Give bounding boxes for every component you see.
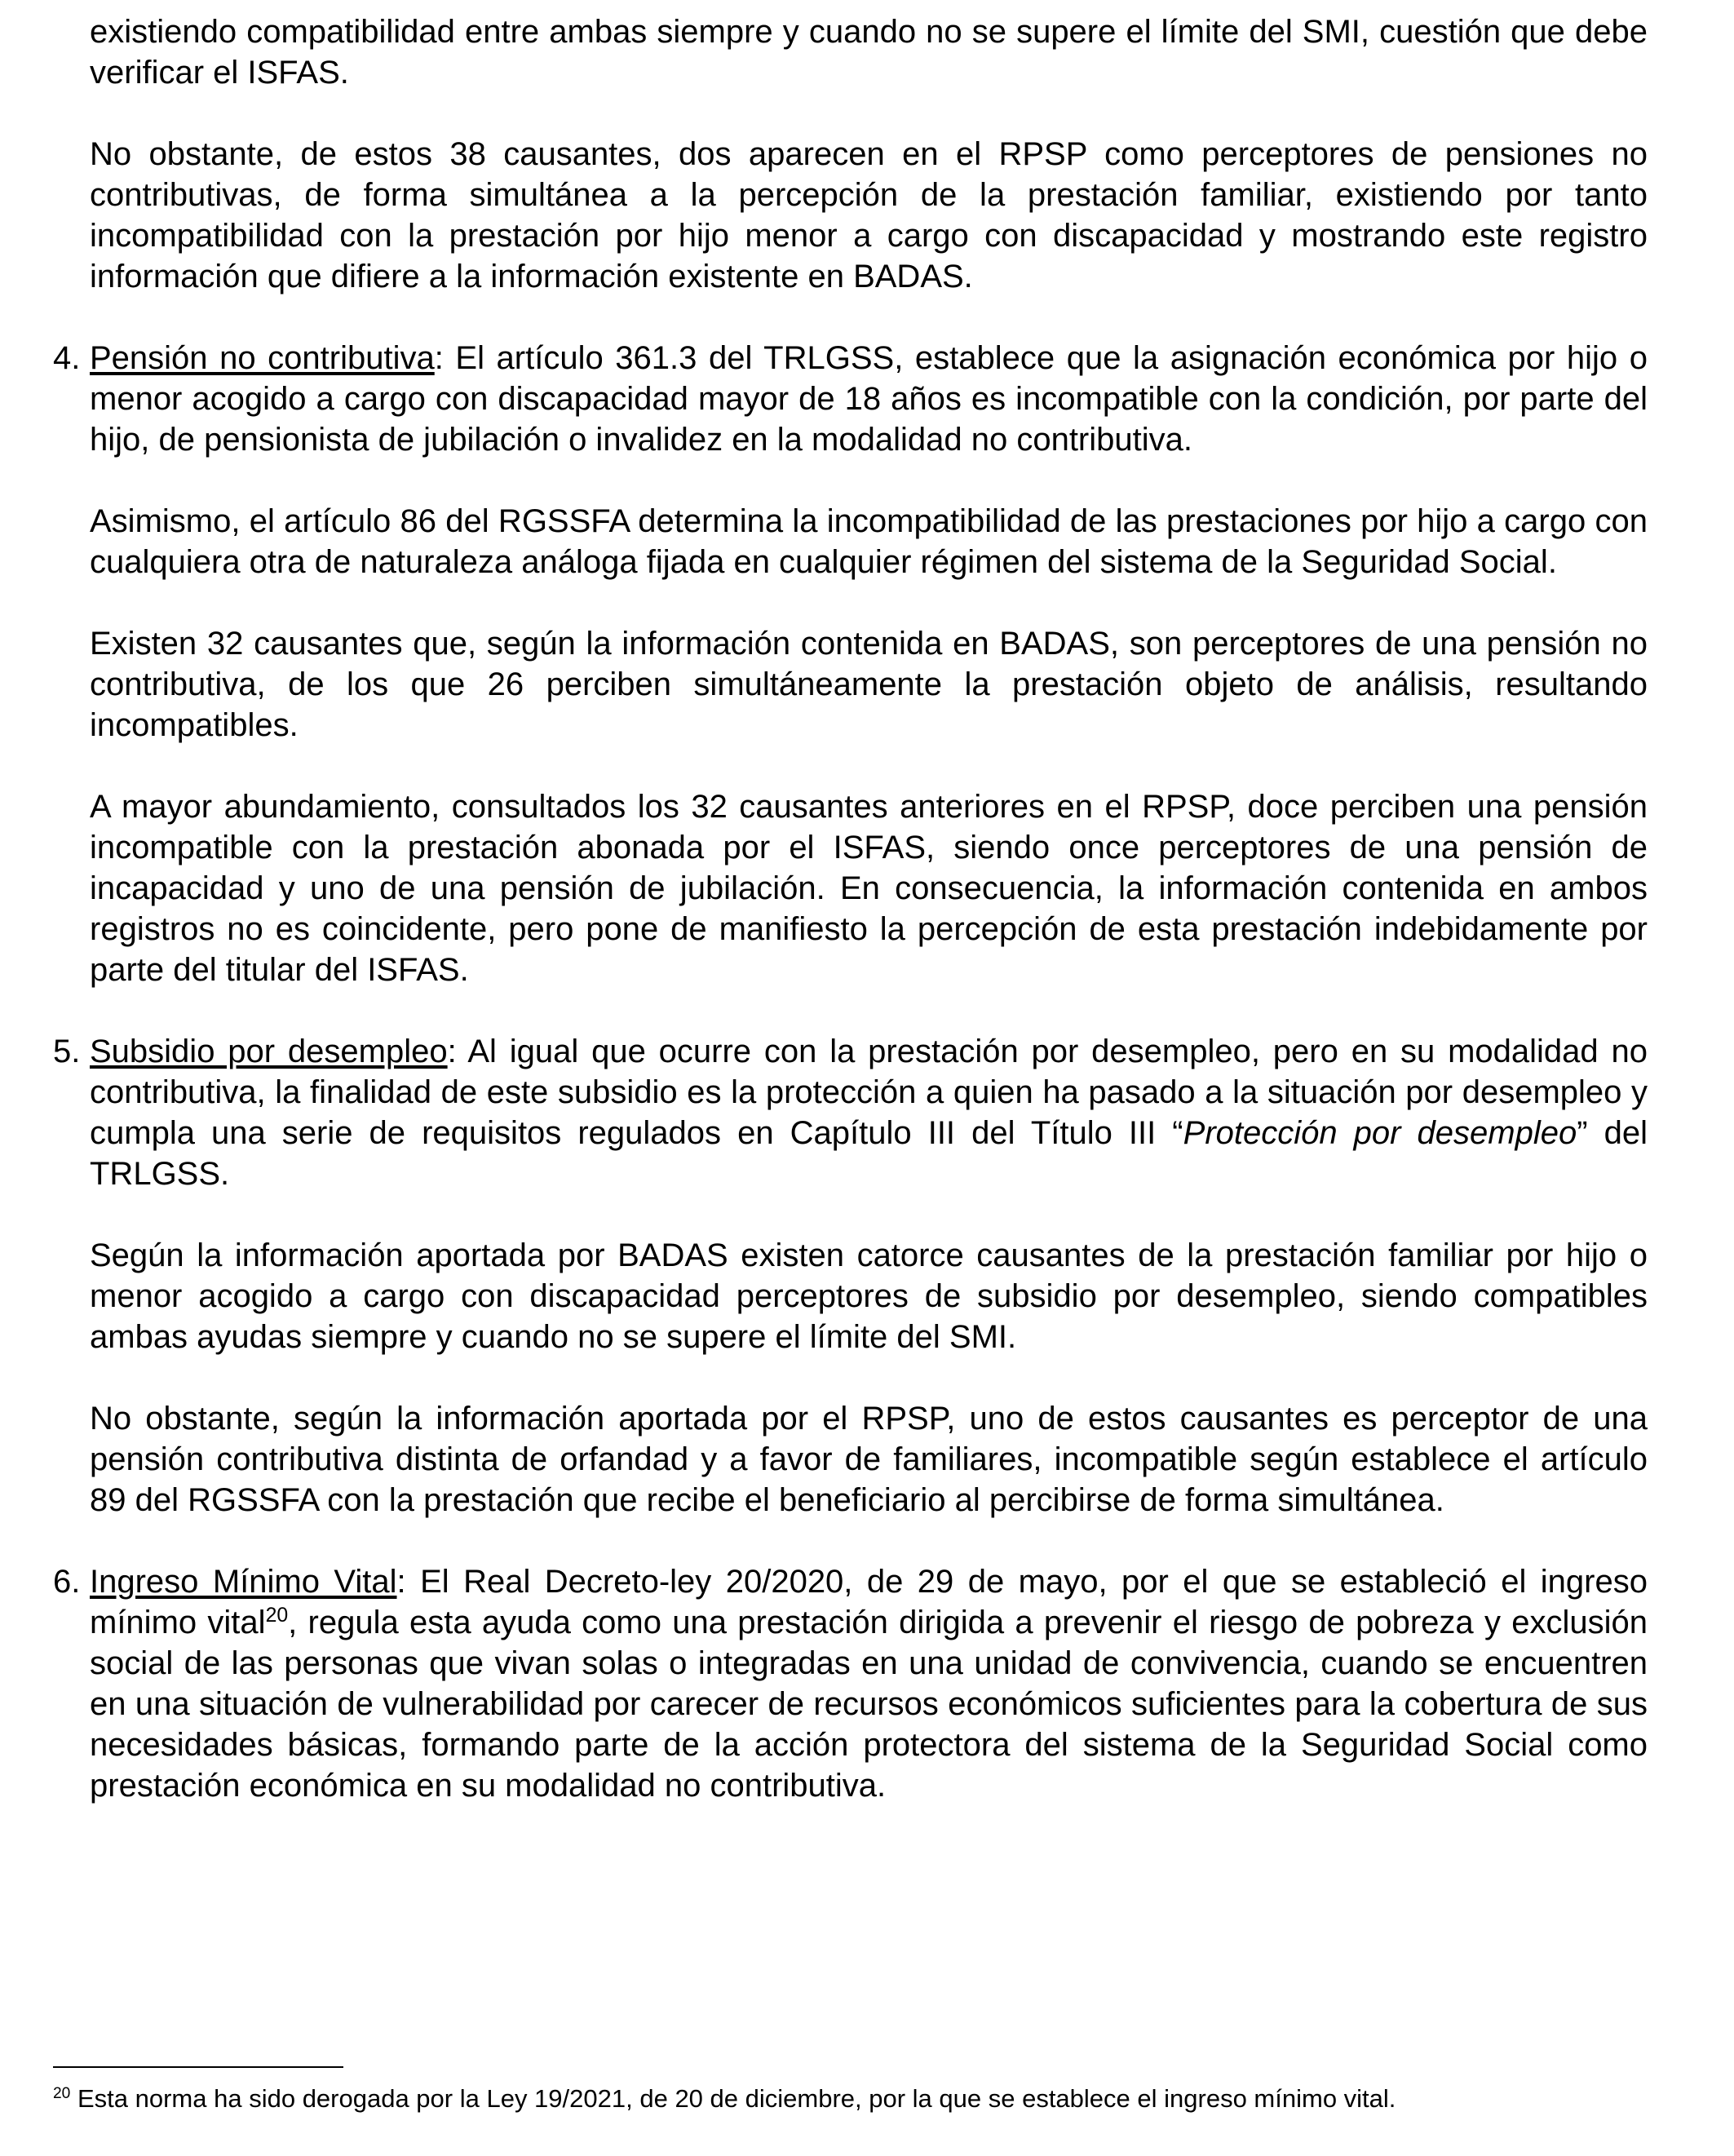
list-item-6 — [53, 1561, 1648, 1806]
item-5-body — [53, 1031, 1648, 1521]
footnote-20-marker: 20 — [53, 2085, 71, 2103]
item-5-paragraph-2: Según la información aportada por BADAS existen catorce causantes de la prestación familiar por hijo o menor acogido a cargo con discapacidad perceptores de subsidio por desempleo, siendo compatibles ambas ayudas siempre y cuando no se supere el límite del SMI. — [90, 1237, 1648, 1355]
continuation-paragraph-2: No obstante, de estos 38 causantes, dos aparecen en el RPSP como perceptores de pensiones no contributivas, de forma simultánea a la percepción de la prestación familiar, existiendo por tanto incompatibilidad con la prestación por hijo menor a cargo con discapacidad y mostrando este registro información que difiere a la información existente en BADAS. — [90, 136, 1648, 294]
item-4-lead-text: : El artículo 361.3 del TRLGSS, establece que la asignación económica por hijo o menor acogido a cargo con discapacidad mayor de 18 años es incompatible con la condición, por parte del hijo, de pensionista de jubilación o invalidez en la modalidad no contributiva. — [90, 340, 1648, 458]
item-6-lead-paragraph — [90, 1561, 1648, 1806]
item-5-lead-paragraph — [90, 1031, 1648, 1194]
item-6-title: Ingreso Mínimo Vital — [90, 1564, 397, 1600]
item-5-paragraph-3: No obstante, según la información aportada por el RPSP, uno de estos causantes es perceptor de una pensión contributiva distinta de orfandad y a favor de familiares, incompatible según establece el artículo 89 del RGSSFA con la prestación que recibe el beneficiario al percibirse de forma simultánea. — [90, 1401, 1648, 1518]
item-4-paragraph-3: Existen 32 causantes que, según la información contenida en BADAS, son perceptores de una pensión no contributiva, de los que 26 perciben simultáneamente la prestación objeto de análisis, resultando incompatibles. — [90, 626, 1648, 743]
item-5-lead-italic-phrase: Protección por desempleo — [1183, 1115, 1577, 1151]
footnote-20 — [53, 2083, 1648, 2115]
page-content — [53, 11, 1648, 1847]
item-5-lead-text-2: ” del TRLGSS. — [90, 1115, 1648, 1192]
list-item-5 — [53, 1031, 1648, 1521]
item-4-paragraph-4: A mayor abundamiento, consultados los 32 causantes anteriores en el RPSP, doce perciben una pensión incompatible con la prestación abonada por el ISFAS, siendo once perceptores de una pensión de incapacidad y uno de una pensión de jubilación. En consecuencia, la información contenida en ambos registros no es coincidente, pero pone de manifiesto la percepción de esta prestación indebidamente por parte del titular del ISFAS. — [90, 789, 1648, 988]
item-5-number: 5. — [53, 1034, 81, 1069]
item-6-lead-text-1: : El Real Decreto-ley 20/2020, de 29 de mayo, por el que se estableció el ingreso mínimo vital — [90, 1564, 1648, 1640]
item-4-lead-paragraph — [90, 338, 1648, 460]
item-4-title: Pensión no contributiva — [90, 340, 435, 376]
continuation-paragraph-1: existiendo compatibilidad entre ambas siempre y cuando no se supere el límite del SMI, cuestión que debe verificar el ISFAS. — [90, 14, 1648, 91]
footnote-20-reference: 20 — [265, 1605, 289, 1627]
footnote-area — [53, 2066, 1648, 2115]
footnote-separator-rule — [53, 2066, 343, 2068]
item-5-lead-text-1: : Al igual que ocurre con la prestación por desempleo, pero en su modalidad no contributiva, la finalidad de este subsidio es la protección a quien ha pasado a la situación por desempleo y cumpla una serie de requisitos regulados en Capítulo III del Título III “ — [90, 1034, 1648, 1151]
footnote-20-text: Esta norma ha sido derogada por la Ley 19/2021, de 20 de diciembre, por la que se establece el ingreso mínimo vital. — [70, 2084, 1396, 2113]
list-item-4 — [53, 338, 1648, 990]
item-6-body — [53, 1561, 1648, 1806]
item-6-lead-text-2: , regula esta ayuda como una prestación dirigida a prevenir el riesgo de pobreza y exclusión social de las personas que vivan solas o integradas en una unidad de convivencia, cuando se encuentren en una situación de vulnerabilidad por carecer de recursos económicos suficientes para la cobertura de sus necesidades básicas, formando parte de la acción protectora del sistema de la Seguridad Social como prestación económica en su modalidad no contributiva. — [90, 1605, 1648, 1804]
item-4-number: 4. — [53, 340, 81, 376]
item-5-title: Subsidio por desempleo — [90, 1034, 448, 1069]
item-4-body — [53, 338, 1648, 990]
item-4-paragraph-2: Asimismo, el artículo 86 del RGSSFA determina la incompatibilidad de las prestaciones por hijo a cargo con cualquiera otra de naturaleza análoga fijada en cualquier régimen del sistema de la Seguridad Social. — [90, 503, 1648, 580]
item-6-number: 6. — [53, 1564, 81, 1600]
